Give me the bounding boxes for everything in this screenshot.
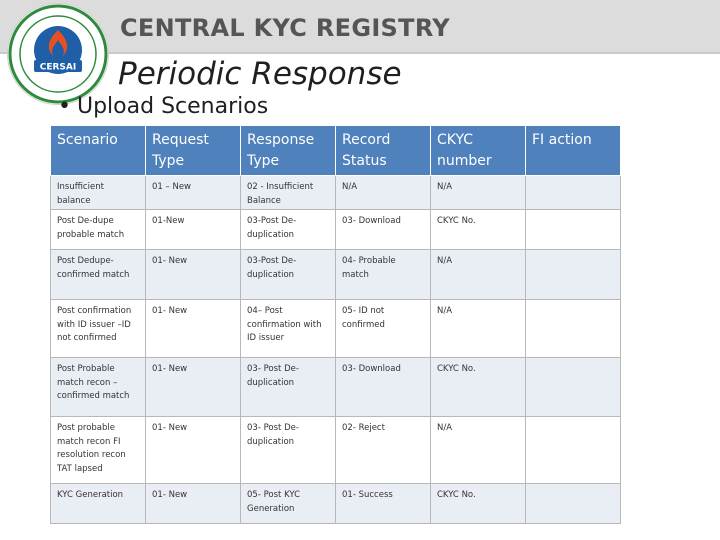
- cell-fi-action: [526, 417, 621, 484]
- table-row: [51, 484, 621, 524]
- table-row: [51, 250, 621, 300]
- cell-record-status: 03- Download: [336, 358, 431, 417]
- cell-fi-action: [526, 300, 621, 358]
- cell-request-type: 01- New: [146, 300, 241, 358]
- cell-record-status: 04- Probable match: [336, 250, 431, 300]
- header-fi-action: FI action: [526, 126, 621, 176]
- header-ckyc-number: CKYC number: [431, 126, 526, 176]
- header-response-type: Response Type: [241, 126, 336, 176]
- bullet-item: [58, 94, 268, 119]
- header-record-status: Record Status: [336, 126, 431, 176]
- cell-scenario: KYC Generation: [51, 484, 146, 524]
- cell-fi-action: [526, 484, 621, 524]
- cell-record-status: N/A: [336, 176, 431, 210]
- bullet-text: Upload Scenarios: [76, 94, 269, 119]
- org-title: CENTRAL KYC REGISTRY: [120, 14, 450, 42]
- cell-request-type: 01-New: [146, 210, 241, 250]
- table-row: [51, 358, 621, 417]
- cell-scenario: Insufficient balance: [51, 176, 146, 210]
- cell-ckyc-number: CKYC No.: [431, 358, 526, 417]
- cersai-logo: [8, 4, 108, 104]
- cell-response-type: 02 - Insufficient Balance: [241, 176, 336, 210]
- cell-scenario: Post probable match recon FI resolution recon TAT lapsed: [51, 417, 146, 484]
- cell-scenario: Post confirmation with ID issuer –ID not confirmed: [51, 300, 146, 358]
- cell-request-type: 01 – New: [146, 176, 241, 210]
- scenario-table: [50, 125, 621, 524]
- table-row: [51, 176, 621, 210]
- cell-ckyc-number: N/A: [431, 417, 526, 484]
- cersai-emblem-icon: [8, 4, 108, 104]
- cell-fi-action: [526, 358, 621, 417]
- slide-title: Periodic Response: [118, 56, 402, 92]
- cell-request-type: 01- New: [146, 250, 241, 300]
- cell-response-type: 03- Post De-duplication: [241, 417, 336, 484]
- table-row: [51, 300, 621, 358]
- cell-record-status: 03- Download: [336, 210, 431, 250]
- cell-scenario: Post Probable match recon – confirmed match: [51, 358, 146, 417]
- table-row: [51, 417, 621, 484]
- bullet-icon: •: [58, 94, 71, 119]
- cell-record-status: 02- Reject: [336, 417, 431, 484]
- cell-scenario: Post De-dupe probable match: [51, 210, 146, 250]
- cell-response-type: 03- Post De-duplication: [241, 358, 336, 417]
- cell-request-type: 01- New: [146, 484, 241, 524]
- cell-response-type: 05- Post KYC Generation: [241, 484, 336, 524]
- cell-ckyc-number: CKYC No.: [431, 210, 526, 250]
- header-request-type: Request Type: [146, 126, 241, 176]
- cell-ckyc-number: N/A: [431, 176, 526, 210]
- cell-fi-action: [526, 250, 621, 300]
- cell-response-type: 03-Post De-duplication: [241, 250, 336, 300]
- cell-scenario: Post Dedupe-confirmed match: [51, 250, 146, 300]
- cell-response-type: 04– Post confirmation with ID issuer: [241, 300, 336, 358]
- cell-fi-action: [526, 176, 621, 210]
- cell-record-status: 05- ID not confirmed: [336, 300, 431, 358]
- cell-response-type: 03-Post De-duplication: [241, 210, 336, 250]
- header-divider: [0, 52, 720, 54]
- logo-text: CERSAI: [39, 62, 77, 73]
- cell-ckyc-number: N/A: [431, 300, 526, 358]
- cell-fi-action: [526, 210, 621, 250]
- cell-request-type: 01- New: [146, 358, 241, 417]
- table-row: [51, 210, 621, 250]
- cell-request-type: 01- New: [146, 417, 241, 484]
- cell-ckyc-number: N/A: [431, 250, 526, 300]
- table-header-row: [51, 126, 621, 176]
- cell-record-status: 01- Success: [336, 484, 431, 524]
- header-scenario: Scenario: [51, 126, 146, 176]
- cell-ckyc-number: CKYC No.: [431, 484, 526, 524]
